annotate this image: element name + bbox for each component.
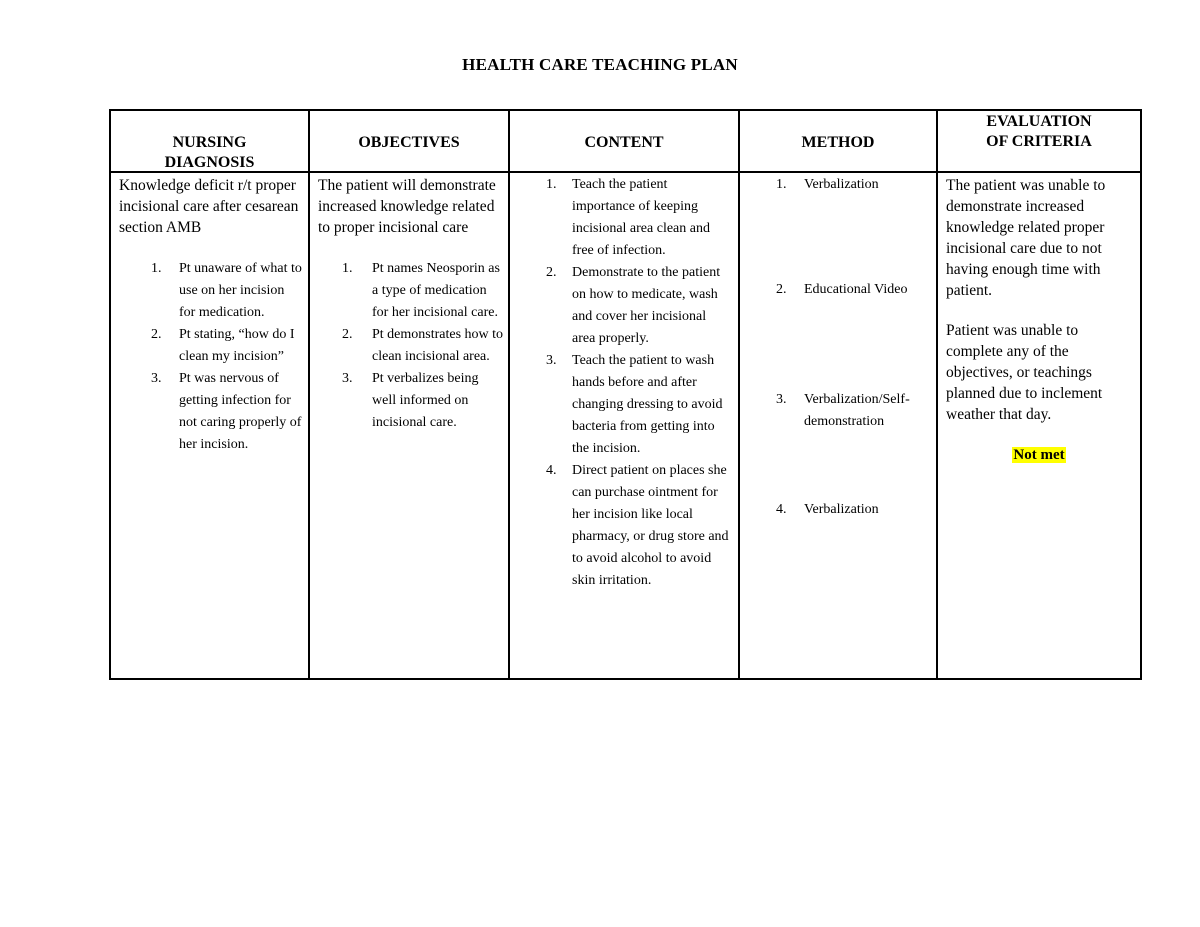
header-objectives-label: OBJECTIVES xyxy=(358,134,460,151)
list-number: 1. xyxy=(151,261,162,276)
list-item-text: Pt demonstrates how to clean incisional area. xyxy=(372,327,504,364)
nursing-diagnosis-cell xyxy=(110,172,309,679)
list-number: 4. xyxy=(546,463,557,478)
list-number: 3. xyxy=(151,371,162,386)
nursing-diagnosis-list xyxy=(111,258,308,456)
list-number: 1. xyxy=(776,177,787,192)
list-item xyxy=(776,279,932,301)
list-item xyxy=(776,499,932,521)
content-cell xyxy=(509,172,739,679)
list-item-text: Teach the patient to wash hands before and after changing dressing to avoid bacteria from getting into the incision. xyxy=(572,353,723,456)
list-number: 1. xyxy=(546,177,557,192)
list-item xyxy=(342,324,504,368)
list-item xyxy=(546,350,732,460)
objectives-list xyxy=(310,258,508,434)
list-item xyxy=(151,324,302,368)
evaluation-cell xyxy=(937,172,1141,679)
table-row xyxy=(110,172,1141,679)
teaching-plan-table xyxy=(109,109,1142,680)
header-objectives xyxy=(309,110,509,172)
header-nursing-diagnosis-label: NURSING DIAGNOSIS xyxy=(164,134,255,171)
list-item-text: Verbalization/Self-demonstration xyxy=(804,392,910,429)
list-number: 2. xyxy=(546,265,557,280)
list-item xyxy=(546,174,732,262)
header-method-label: METHOD xyxy=(801,134,875,151)
list-item xyxy=(776,174,932,196)
header-content-label: CONTENT xyxy=(584,134,664,151)
objectives-intro: The patient will demonstrate increased knowledge related to proper incisional care xyxy=(318,177,496,236)
status-badge: Not met xyxy=(1013,447,1065,463)
list-item-text: Direct patient on places she can purchase ointment for her incision like local pharmacy, or drug store and to avoid alcohol to avoid skin irritation. xyxy=(572,463,729,588)
header-evaluation xyxy=(937,110,1141,172)
header-nursing-diagnosis xyxy=(110,110,309,172)
list-item-text: Pt unaware of what to use on her incision for medication. xyxy=(179,261,302,320)
list-item-text: Verbalization xyxy=(804,177,879,192)
header-method xyxy=(739,110,937,172)
method-cell xyxy=(739,172,937,679)
list-item xyxy=(151,368,302,456)
evaluation-paragraph: Patient was unable to complete any of the objectives, or teachings planned due to inclement weather that day. xyxy=(946,322,1103,423)
list-item xyxy=(546,262,732,350)
list-number: 1. xyxy=(342,261,353,276)
list-item-text: Educational Video xyxy=(804,282,908,297)
table-header-row xyxy=(110,110,1141,172)
list-item-text: Demonstrate to the patient on how to medicate, wash and cover her incisional area properly. xyxy=(572,265,721,346)
list-number: 3. xyxy=(342,371,353,386)
list-number: 2. xyxy=(342,327,353,342)
list-number: 4. xyxy=(776,502,787,517)
list-number: 3. xyxy=(776,392,787,407)
content-list xyxy=(510,174,738,592)
list-item-text: Pt was nervous of getting infection for not caring properly of her incision. xyxy=(179,371,302,452)
list-item xyxy=(342,368,504,434)
list-item xyxy=(342,258,504,324)
list-item xyxy=(776,389,932,433)
list-item xyxy=(546,460,732,592)
list-number: 2. xyxy=(151,327,162,342)
header-content xyxy=(509,110,739,172)
list-item-text: Teach the patient importance of keeping incisional area clean and free of infection. xyxy=(572,177,710,258)
header-evaluation-label: EVALUATION OF CRITERIA xyxy=(986,113,1092,150)
page-title: HEALTH CARE TEACHING PLAN xyxy=(462,55,738,74)
objectives-cell xyxy=(309,172,509,679)
list-item-text: Pt names Neosporin as a type of medication for her incisional care. xyxy=(372,261,500,320)
nursing-diagnosis-intro: Knowledge deficit r/t proper incisional care after cesarean section AMB xyxy=(119,177,299,236)
list-item-text: Verbalization xyxy=(804,502,879,517)
evaluation-paragraph: The patient was unable to demonstrate increased knowledge related proper incisional care due to not having enough time with patient. xyxy=(946,177,1106,299)
list-number: 2. xyxy=(776,282,787,297)
list-item xyxy=(151,258,302,324)
list-number: 3. xyxy=(546,353,557,368)
list-item-text: Pt stating, “how do I clean my incision” xyxy=(179,327,295,364)
list-item-text: Pt verbalizes being well informed on incisional care. xyxy=(372,371,479,430)
